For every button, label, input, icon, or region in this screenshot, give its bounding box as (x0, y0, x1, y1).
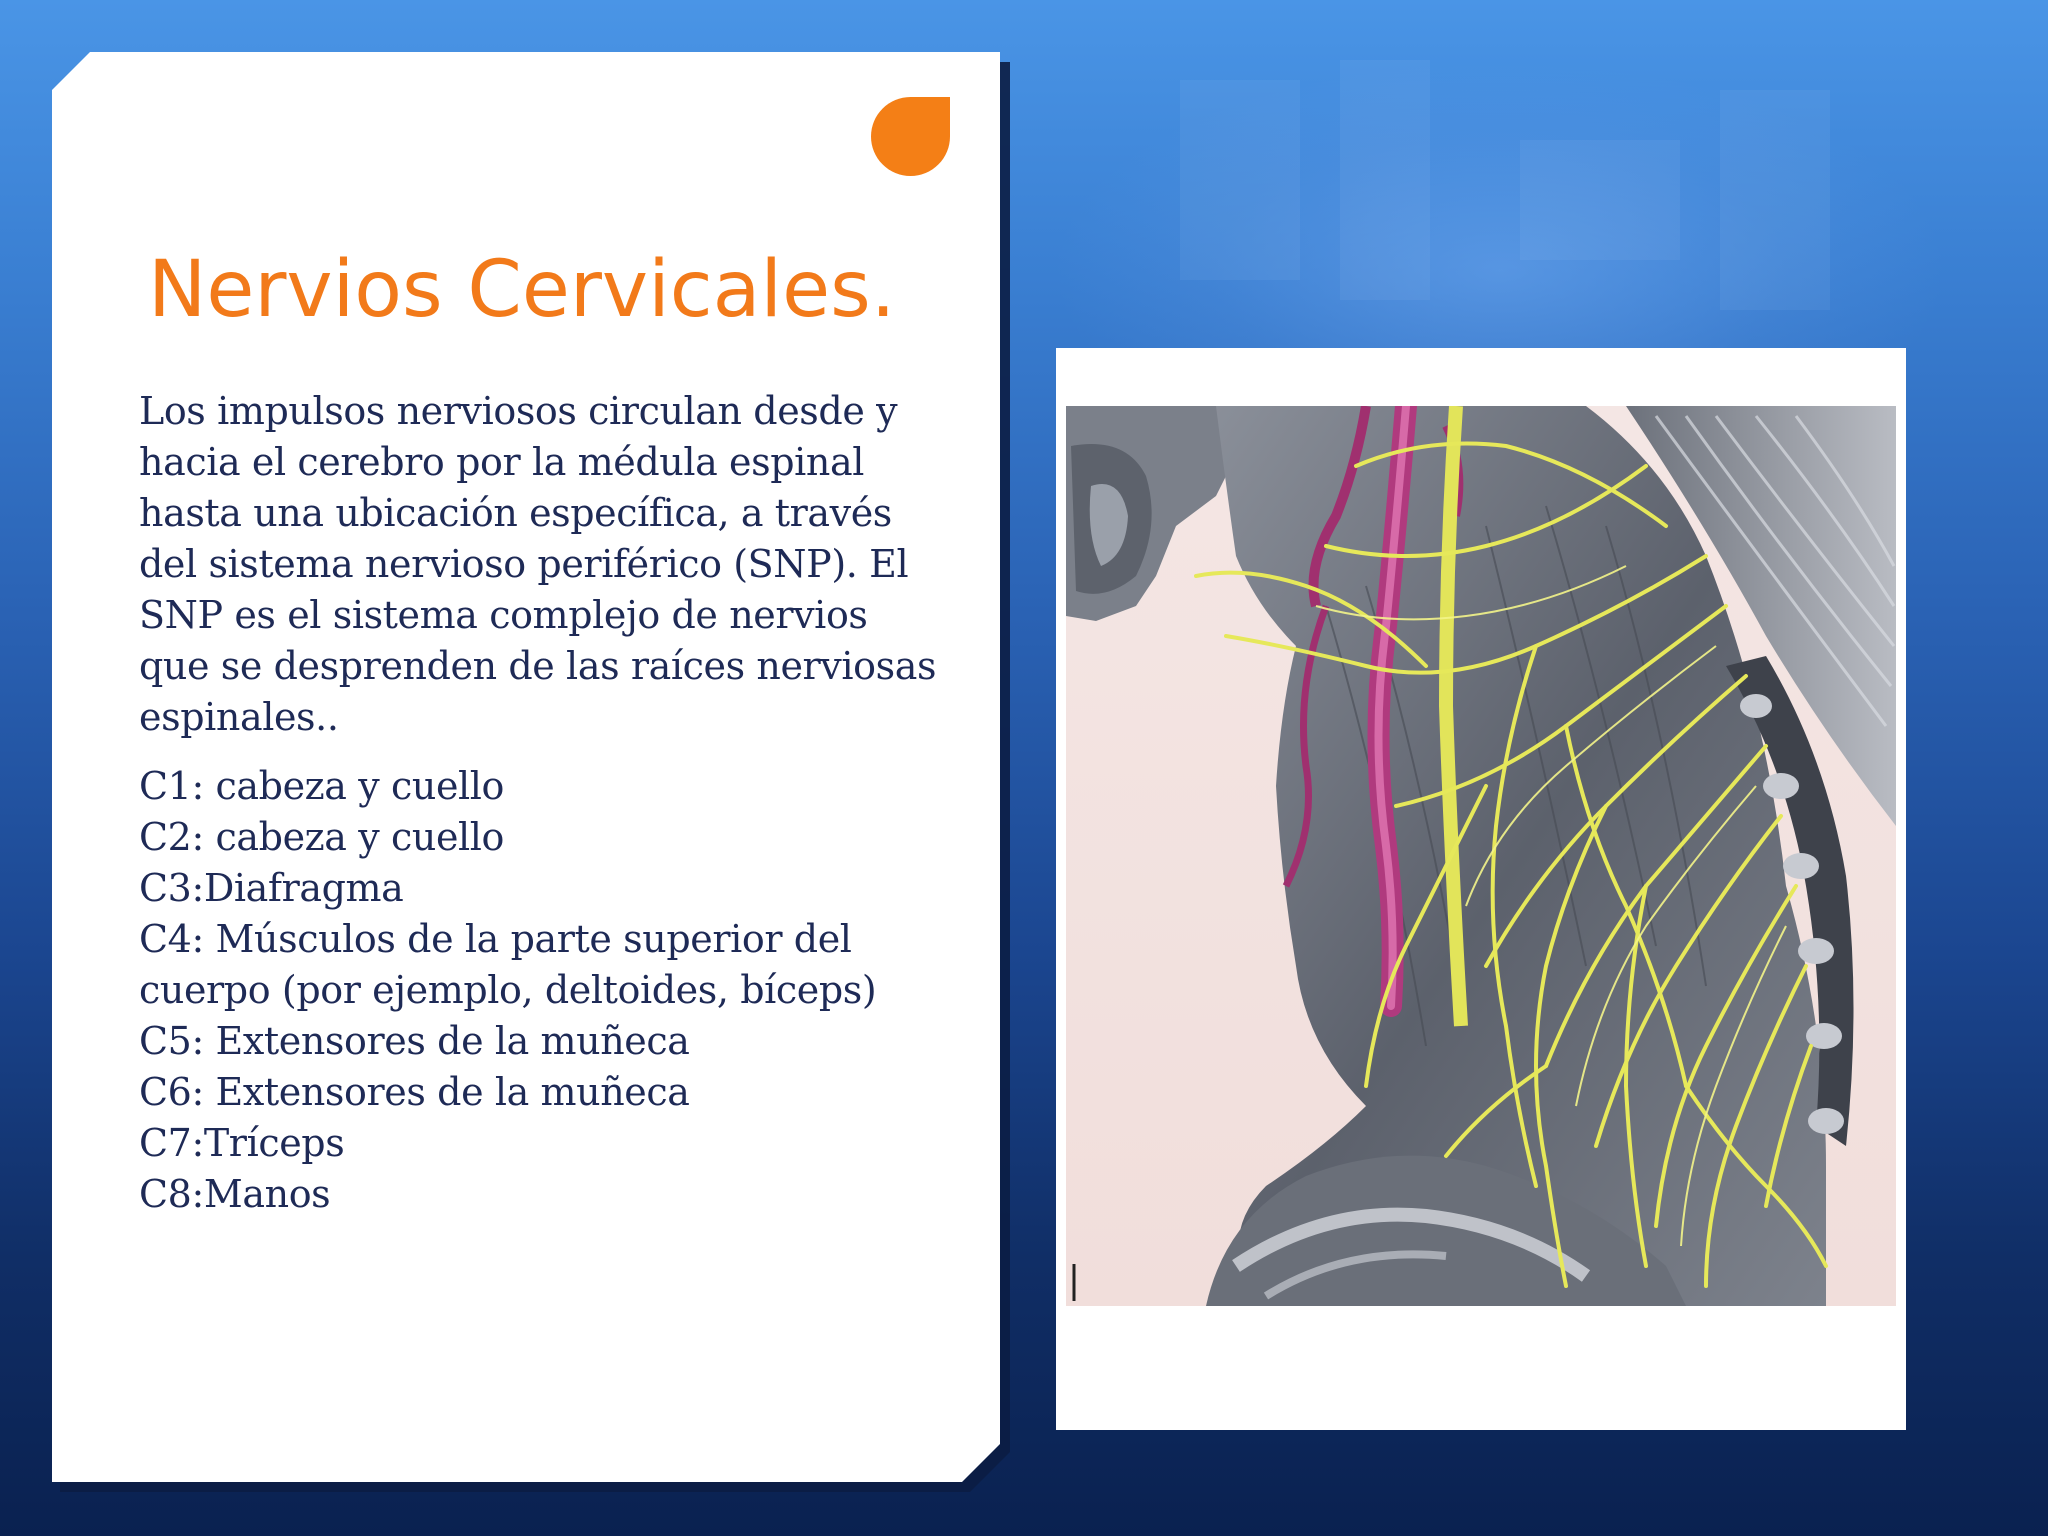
nerve-item-c1: C1: cabeza y cuello (139, 764, 505, 808)
slide-title: Nervios Cervicales. (148, 245, 896, 335)
image-frame (1056, 348, 1906, 1430)
anatomy-illustration (1066, 406, 1896, 1306)
background-stripe (1520, 140, 1680, 260)
intro-paragraph: Los impulsos nerviosos circulan desde y hacia el cerebro por la médula espinal hasta una ubicación específica, a través del sistema nervioso periférico (SNP). El SNP es el sistema complejo de nervios que se desprenden de las raíces nerviosas espinales.. (139, 389, 937, 739)
background-stripe (1340, 60, 1430, 300)
nerve-item-c6: C6: Extensores de la muñeca (139, 1070, 690, 1114)
nerve-item-c8: C8:Manos (139, 1172, 331, 1216)
background-stripe (1720, 90, 1830, 310)
nerve-item-c5: C5: Extensores de la muñeca (139, 1019, 690, 1063)
body-text (139, 386, 939, 1220)
orange-drop-icon (871, 97, 950, 176)
nerve-item-c3: C3:Diafragma (139, 866, 404, 910)
nerve-item-c7: C7:Tríceps (139, 1121, 345, 1165)
nerve-item-c4: C4: Músculos de la parte superior del cuerpo (por ejemplo, deltoides, bíceps) (139, 917, 877, 1012)
background-stripe (1180, 80, 1300, 280)
nerve-list (139, 761, 939, 1220)
nerve-item-c2: C2: cabeza y cuello (139, 815, 505, 859)
